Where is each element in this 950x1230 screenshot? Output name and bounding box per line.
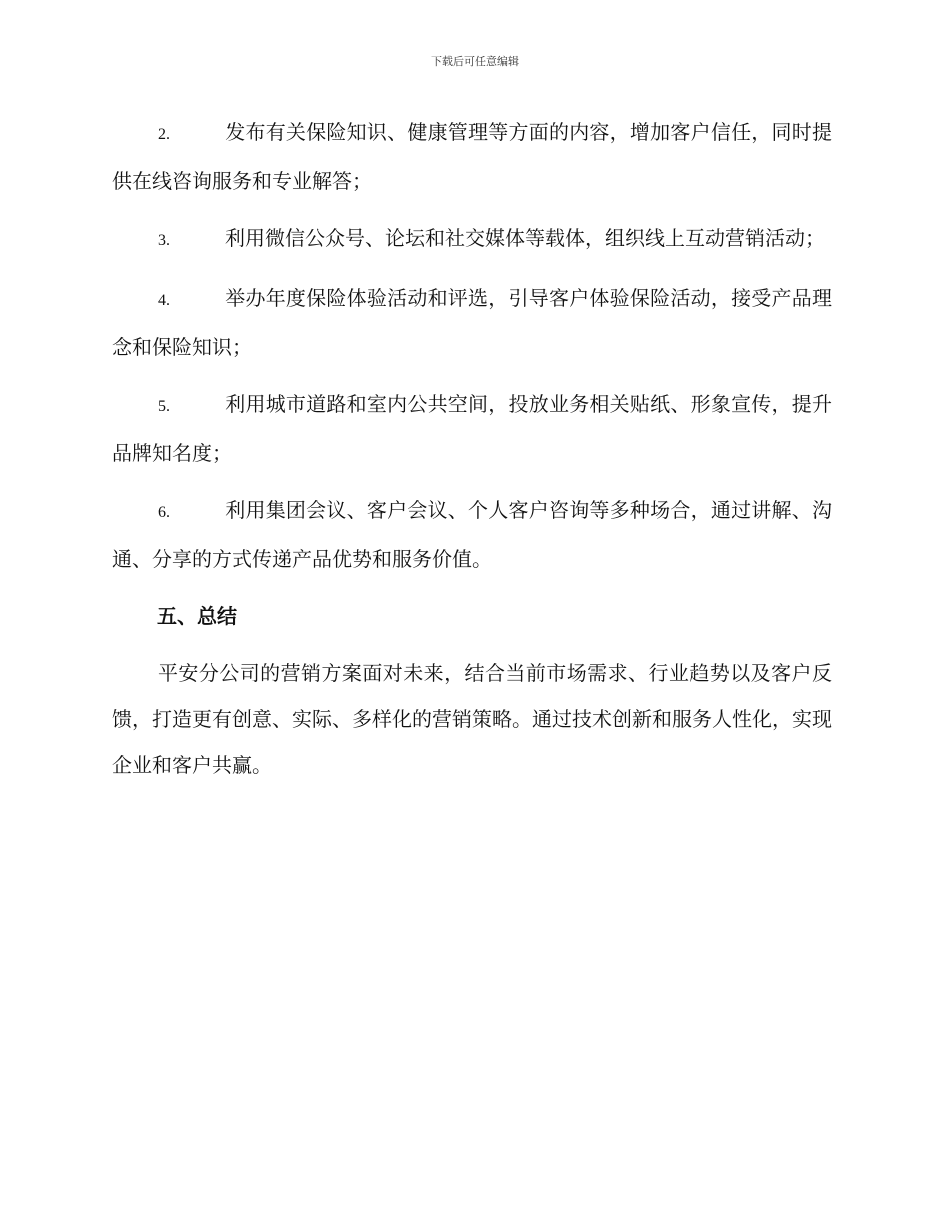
list-item-6 (112, 487, 832, 582)
list-item-text: 利用集团会议、客户会议、个人客户咨询等多种场合，通过讲解、沟通、分享的方式传递产品优势和服务价值。 (112, 498, 832, 571)
list-item-number: 6. (158, 504, 170, 521)
list-item-number: 5. (158, 398, 170, 415)
list-item-number: 4. (158, 292, 170, 309)
section-title: 五、总结 (157, 604, 237, 628)
list-item-text: 利用城市道路和室内公共空间，投放业务相关贴纸、形象宣传，提升品牌知名度； (112, 392, 832, 465)
list-item-5 (112, 381, 832, 476)
list-item-number: 2. (158, 126, 170, 143)
list-item-text: 发布有关保险知识、健康管理等方面的内容，增加客户信任，同时提供在线咨询服务和专业解答； (112, 120, 832, 193)
list-item-text: 举办年度保险体验活动和评选，引导客户体验保险活动，接受产品理念和保险知识； (112, 286, 832, 359)
list-item-3 (112, 215, 832, 264)
document-content (112, 109, 832, 788)
list-item-number: 3. (158, 232, 170, 249)
list-item-4 (112, 275, 832, 370)
list-item-2 (112, 109, 832, 204)
summary-paragraph: 平安分公司的营销方案面对未来，结合当前市场需求、行业趋势以及客户反馈，打造更有创意、实际、多样化的营销策略。通过技术创新和服务人性化，实现企业和客户共赢。 (112, 661, 832, 777)
page-header: 下载后可任意编辑 (431, 55, 519, 68)
list-item-text: 利用微信公众号、论坛和社交媒体等载体，组织线上互动营销活动； (225, 226, 825, 250)
